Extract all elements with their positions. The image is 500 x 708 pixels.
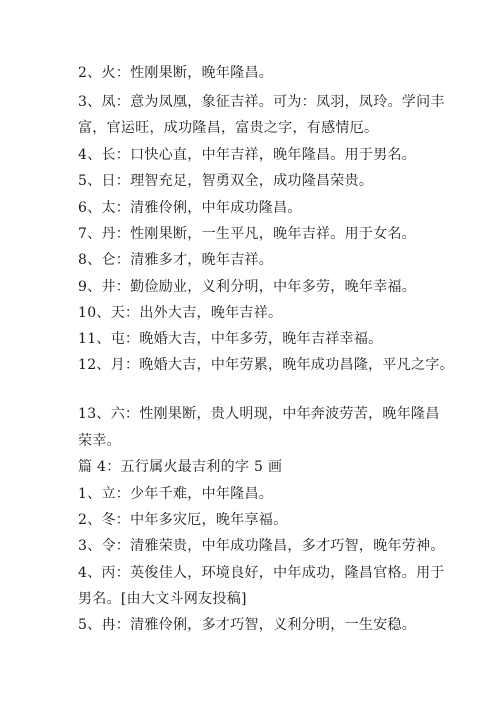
text-line-13: 13、六：性刚果断，贵人明现，中年奔波劳苦，晚年隆昌 (78, 406, 440, 422)
text-line-6: 6、太：清雅伶俐，中年成功隆昌。 (78, 200, 302, 216)
text-line-18: 3、令：清雅荣贵，中年成功隆昌，多才巧智，晚年劳神。 (78, 538, 445, 554)
section-heading: 篇 4：五行属火最吉利的字 5 画 (78, 459, 283, 475)
text-line-9: 9、井：勤俭励业，义利分明，中年多劳，晚年幸福。 (78, 279, 417, 295)
text-line-17: 2、冬：中年多灾厄，晚年享福。 (78, 512, 288, 528)
text-line-16: 1、立：少年千难，中年隆昌。 (78, 486, 274, 502)
text-line-2: 3、凤：意为凤凰，象征吉祥。可为：凤羽，凤玲。学问丰 (78, 94, 445, 110)
text-line-10: 10、天：出外大吉，晚年吉祥。 (78, 305, 283, 321)
text-line-1: 2、火：性刚果断，晚年隆昌。 (78, 65, 274, 81)
text-line-19: 4、丙：英俊佳人，环境良好，中年成功，隆昌官格。用于 (78, 565, 445, 581)
text-line-12: 12、月：晚婚大吉，中年劳累，晚年成功昌隆，平凡之字。 (78, 357, 454, 373)
text-line-8: 8、仑：清雅多才，晚年吉祥。 (78, 252, 274, 268)
text-line-3: 富，官运旺，成功隆昌，富贵之字，有感情厄。 (78, 120, 379, 136)
text-line-11: 11、屯：晚婚大吉，中年多劳，晚年吉祥幸福。 (78, 331, 383, 347)
text-line-20: 男名。[由大文斗网友投稿] (78, 591, 247, 607)
text-line-14: 荣幸。 (78, 433, 121, 449)
text-line-5: 5、日：理智充足，智勇双全，成功隆昌荣贵。 (78, 173, 374, 189)
text-line-7: 7、丹：性刚果断，一生平凡，晚年吉祥。用于女名。 (78, 226, 417, 242)
text-line-21: 5、冉：清雅伶俐，多才巧智，义利分明，一生安稳。 (78, 617, 417, 633)
text-line-4: 4、长：口快心直，中年吉祥，晚年隆昌。用于男名。 (78, 147, 417, 163)
